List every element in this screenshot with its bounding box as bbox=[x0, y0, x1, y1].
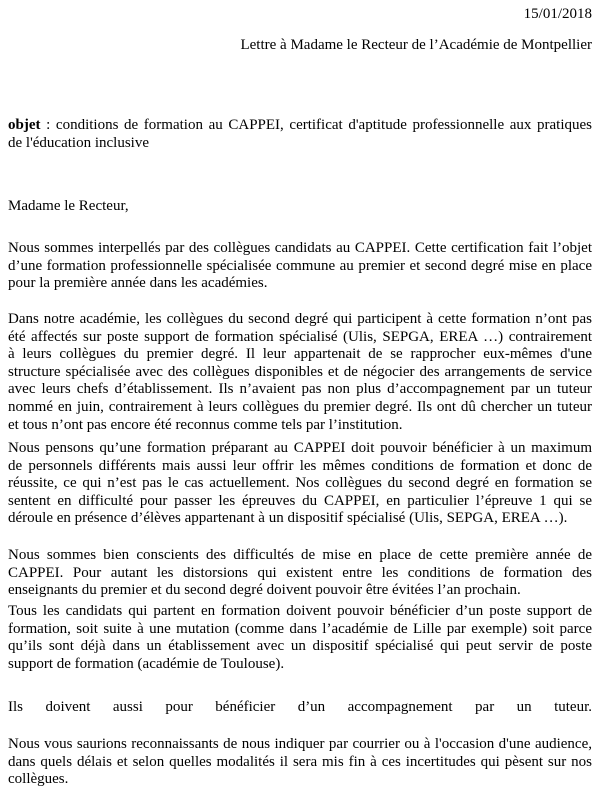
subject bbox=[8, 117, 592, 152]
paragraph-line: à leurs collègues du premier degré. Il leur appartenait de se rapprocher eux-mêmes d'une bbox=[8, 346, 592, 363]
paragraph-line: Nous sommes interpellés par des collègues candidats au CAPPEI. Cette certification fait l’objet bbox=[8, 240, 592, 256]
paragraph-line: qu’ils sont déjà dans un établissement avec un dispositif spécialisé qui peut servir de poste bbox=[8, 638, 592, 655]
recipient-line: Lettre à Madame le Recteur de l’Académie de Montpellier bbox=[240, 37, 592, 53]
paragraph-line: pour la première année dans les académies. bbox=[8, 275, 268, 292]
paragraph-line: dans quels délais et selon quelles modalités il sera mis fin à ces incertitudes qui pèsent sur nos bbox=[8, 753, 592, 770]
paragraph-line: Nous sommes bien conscients des difficultés de mise en place de cette première année de bbox=[8, 547, 592, 563]
body-paragraph bbox=[8, 440, 592, 528]
paragraph-line: structure spécialisée avec des collègues disponibles et de négocier des arrangements de service bbox=[8, 363, 592, 380]
body-paragraph bbox=[8, 699, 592, 717]
body-paragraph bbox=[8, 547, 592, 600]
paragraph-line: déroule en présence d’élèves appartenant à un dispositif spécialisé (Ulis, SEPGA, EREA …). bbox=[8, 510, 568, 527]
paragraph-line: Tous les candidats qui partent en formation doivent pouvoir bénéficier d’un poste support de bbox=[8, 603, 592, 619]
paragraph-line: Nous pensons qu’une formation préparant au CAPPEI doit pouvoir bénéficier à un maximum bbox=[8, 440, 592, 456]
paragraph-line: réussite, ce qui n’est pas le cas actuellement. Nos collègues du second degré en formation se bbox=[8, 475, 592, 492]
paragraph-line: collègues. bbox=[8, 771, 69, 788]
body-paragraph bbox=[8, 240, 592, 293]
subject-line: de l'éducation inclusive bbox=[8, 134, 149, 151]
letter-date: 15/01/2018 bbox=[523, 6, 592, 22]
paragraph-line: nommé en juin, contrairement à leurs collègues du premier degré. Ils ont dû chercher un tuteur bbox=[8, 398, 592, 415]
body-paragraph bbox=[8, 311, 592, 434]
paragraph-line: sentent en difficulté pour passer les épreuves du CAPPEI, en particulier l’épreuve 1 qui se bbox=[8, 492, 592, 509]
paragraph-line: support de formation (académie de Toulouse). bbox=[8, 655, 285, 672]
body-paragraph bbox=[8, 736, 592, 789]
subject-label: objet bbox=[8, 117, 41, 133]
paragraph-line: d’une formation professionnelle spécialisée commune au premier et second degré mise en place bbox=[8, 257, 592, 274]
paragraph-line: Dans notre académie, les collègues du second degré qui participent à cette formation n’ont pas bbox=[8, 311, 592, 327]
paragraph-line: enseignants du premier et du second degré doivent pouvoir être évitées l’an prochain. bbox=[8, 582, 521, 599]
paragraph-line: CAPPEI. Pour autant les distorsions qui existent entre les conditions de formation des bbox=[8, 564, 592, 581]
salutation: Madame le Recteur, bbox=[8, 198, 129, 214]
subject-line: objet : conditions de formation au CAPPEI, certificat d'aptitude professionnelle aux pratiques bbox=[8, 117, 592, 133]
paragraph-line: Ils doivent aussi pour bénéficier d’un accompagnement par un tuteur. bbox=[8, 699, 592, 715]
paragraph-line: Nous vous saurions reconnaissants de nous indiquer par courrier ou à l'occasion d'une audience, bbox=[8, 736, 592, 752]
paragraph-line: de personnels différents mais aussi leur offrir les mêmes conditions de formation et donc de bbox=[8, 457, 592, 474]
paragraph-line: et tous n’ont pas encore été reconnus comme tels par l’institution. bbox=[8, 416, 403, 433]
paragraph-line: formation, soit suite à une mutation (comme dans l’académie de Lille par exemple) soit parce bbox=[8, 620, 592, 637]
body-paragraph bbox=[8, 603, 592, 673]
paragraph-line: avec leurs chefs d’établissement. Ils n’avaient pas non plus d’accompagnement par un tuteur bbox=[8, 381, 592, 398]
paragraph-line: été affectés sur poste support de formation spécialisé (Ulis, SEPGA, EREA …) contrairement bbox=[8, 328, 592, 345]
